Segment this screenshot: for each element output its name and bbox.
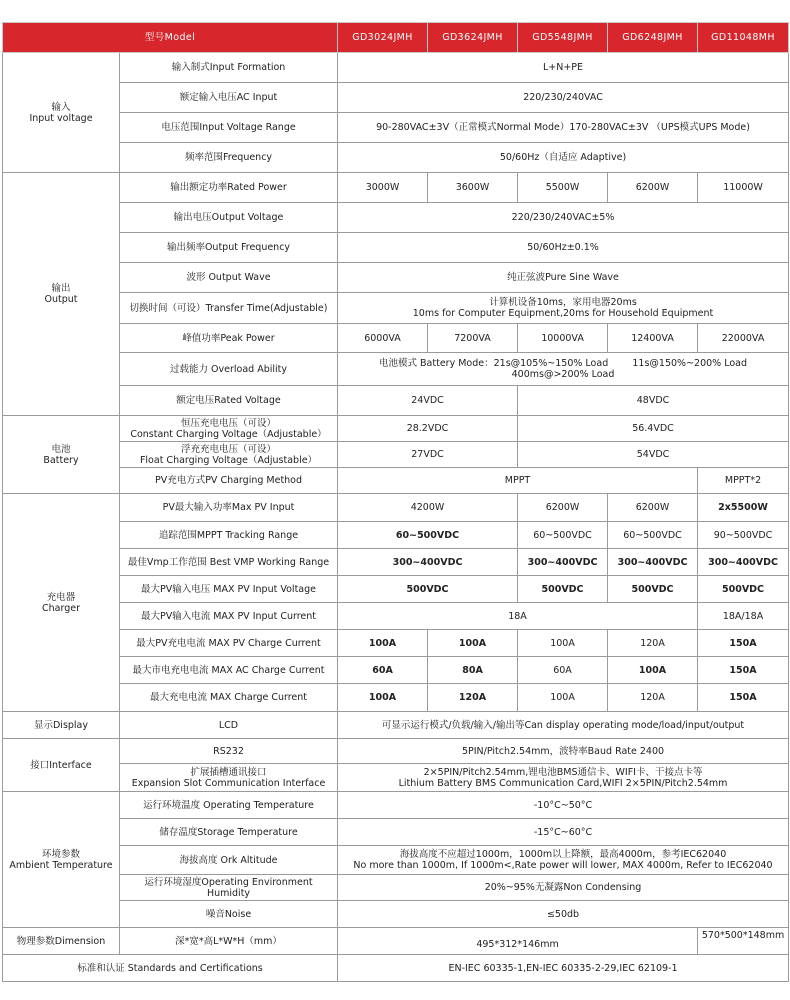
row-value: 4200W [338, 494, 518, 522]
table-row [3, 143, 789, 173]
row-label: 标准和认证 Standards and Certifications [3, 955, 338, 982]
group-display: 显示Display [3, 712, 120, 739]
row-value: EN-IEC 60335-1,EN-IEC 60335-2-29,IEC 62109-1 [338, 955, 789, 982]
row-value: 300~400VDC [608, 549, 698, 576]
table-row [3, 324, 789, 353]
row-label: 频率范围Frequency [120, 143, 338, 173]
table-row [3, 386, 789, 416]
row-value: 220/230/240VAC±5% [338, 203, 789, 233]
model-name: GD3024JMH [338, 23, 428, 53]
group-battery: 电池 Battery [3, 416, 120, 494]
row-value: 20%~95%无凝露Non Condensing [338, 875, 789, 901]
row-label: 运行环境湿度Operating Environment Humidity [120, 875, 338, 901]
row-value: 120A [608, 684, 698, 712]
row-label: 浮充充电电压（可设） Float Charging Voltage（Adjustable） [120, 442, 338, 468]
row-value: MPPT*2 [698, 468, 789, 494]
table-row [3, 792, 789, 819]
row-value: 120A [428, 684, 518, 712]
model-name: GD11048MH [698, 23, 789, 53]
row-value: 3000W [338, 173, 428, 203]
row-value: 6200W [608, 494, 698, 522]
table-row [3, 203, 789, 233]
row-value: MPPT [338, 468, 698, 494]
row-value: 计算机设备10ms，家用电器20ms 10ms for Computer Equipment,20ms for Household Equipment [338, 293, 789, 324]
row-value: 80A [428, 657, 518, 684]
row-value: 2×5PIN/Pitch2.54mm,锂电池BMS通信卡、WIFI卡、干接点卡等 Lithium Battery BMS Communication Card,WIFI 2×5PIN/Pitch2.54mm [338, 764, 789, 792]
row-label: PV最大输入功率Max PV Input [120, 494, 338, 522]
row-value: 500VDC [518, 576, 608, 603]
table-row [3, 764, 789, 792]
row-value: 100A [518, 684, 608, 712]
table-row [3, 846, 789, 875]
row-value: 500VDC [608, 576, 698, 603]
row-label: 最大充电电流 MAX Charge Current [120, 684, 338, 712]
table-row [3, 928, 789, 955]
row-value: 500VDC [698, 576, 789, 603]
table-row [3, 263, 789, 293]
row-value: 100A [608, 657, 698, 684]
row-label: 深*宽*高L*W*H（mm） [120, 928, 338, 955]
header-row [3, 23, 789, 53]
row-value: 120A [608, 630, 698, 657]
row-label: 峰值功率Peak Power [120, 324, 338, 353]
row-label: 追踪范围MPPT Tracking Range [120, 522, 338, 549]
row-value: 56.4VDC [518, 416, 789, 442]
row-value: 300~400VDC [338, 549, 518, 576]
row-value: 12400VA [608, 324, 698, 353]
table-row [3, 293, 789, 324]
table-row [3, 173, 789, 203]
row-value: ≤50db [338, 901, 789, 928]
row-value: 6000VA [338, 324, 428, 353]
row-value: 28.2VDC [338, 416, 518, 442]
row-value: 300~400VDC [518, 549, 608, 576]
row-value: 150A [698, 684, 789, 712]
table-row [3, 819, 789, 846]
table-row [3, 603, 789, 630]
table-row [3, 53, 789, 83]
row-value: 纯正弦波Pure Sine Wave [338, 263, 789, 293]
model-name: GD3624JMH [428, 23, 518, 53]
row-label: 海拔高度 Ork Altitude [120, 846, 338, 875]
spec-table [2, 22, 789, 982]
row-value: 60~500VDC [338, 522, 518, 549]
row-label: 额定输入电压AC Input [120, 83, 338, 113]
table-row [3, 712, 789, 739]
row-label: 过载能力 Overload Ability [120, 353, 338, 386]
row-value: 220/230/240VAC [338, 83, 789, 113]
table-row [3, 739, 789, 764]
table-row [3, 113, 789, 143]
row-value: 7200VA [428, 324, 518, 353]
row-value: -10°C~50°C [338, 792, 789, 819]
row-value: L+N+PE [338, 53, 789, 83]
row-value: 100A [518, 630, 608, 657]
group-output: 输出 Output [3, 173, 120, 416]
row-label: 输出频率Output Frequency [120, 233, 338, 263]
row-value: 570*500*148mm [698, 928, 789, 955]
row-label: 输入制式Input Formation [120, 53, 338, 83]
row-label: 额定电压Rated Voltage [120, 386, 338, 416]
row-value: 6200W [518, 494, 608, 522]
row-value: 60A [338, 657, 428, 684]
row-value: 100A [428, 630, 518, 657]
model-label: 型号Model [3, 23, 338, 53]
row-label: 恒压充电电压（可设） Constant Charging Voltage（Adjustable） [120, 416, 338, 442]
row-value: 495*312*146mm [338, 928, 698, 955]
table-row [3, 576, 789, 603]
table-row [3, 955, 789, 982]
row-value: 2x5500W [698, 494, 789, 522]
row-label: 最大PV充电电流 MAX PV Charge Current [120, 630, 338, 657]
row-value: 5500W [518, 173, 608, 203]
row-label: PV充电方式PV Charging Method [120, 468, 338, 494]
row-value: 22000VA [698, 324, 789, 353]
row-value: 60~500VDC [608, 522, 698, 549]
row-value: 24VDC [338, 386, 518, 416]
row-value: 18A [338, 603, 698, 630]
row-label: 最大PV输入电压 MAX PV Input Voltage [120, 576, 338, 603]
row-value: 50/60Hz（自适应 Adaptive) [338, 143, 789, 173]
table-row [3, 684, 789, 712]
row-value: 90~500VDC [698, 522, 789, 549]
row-value: -15°C~60°C [338, 819, 789, 846]
group-dimension: 物理参数Dimension [3, 928, 120, 955]
row-value: 5PIN/Pitch2.54mm，波特率Baud Rate 2400 [338, 739, 789, 764]
row-label: 扩展插槽通讯接口 Expansion Slot Communication Interface [120, 764, 338, 792]
row-label: 运行环境温度 Operating Temperature [120, 792, 338, 819]
table-row [3, 522, 789, 549]
row-value: 3600W [428, 173, 518, 203]
row-value: 海拔高度不应超过1000m，1000m以上降额，最高4000m，参考IEC62040 No more than 1000m, If 1000m<,Rate power will lower, MAX 4000m, Refer to IEC62040 [338, 846, 789, 875]
row-value: 60A [518, 657, 608, 684]
row-value: 6200W [608, 173, 698, 203]
table-row [3, 83, 789, 113]
model-name: GD6248JMH [608, 23, 698, 53]
row-value: 18A/18A [698, 603, 789, 630]
table-row [3, 494, 789, 522]
table-row [3, 442, 789, 468]
row-label: 波形 Output Wave [120, 263, 338, 293]
group-input: 输入 Input voltage [3, 53, 120, 173]
row-value: 60~500VDC [518, 522, 608, 549]
row-value: 电池模式 Battery Mode：21s@105%~150% Load 11s@150%~200% Load 400ms@>200% Load [338, 353, 789, 386]
row-value: 48VDC [518, 386, 789, 416]
row-label: 最大PV输入电流 MAX PV Input Current [120, 603, 338, 630]
group-charger: 充电器 Charger [3, 494, 120, 712]
row-label: 最大市电充电电流 MAX AC Charge Current [120, 657, 338, 684]
row-value: 150A [698, 657, 789, 684]
row-value: 90-280VAC±3V（正常模式Normal Mode）170-280VAC±3V （UPS模式UPS Mode) [338, 113, 789, 143]
group-ambient: 环境参数 Ambient Temperature [3, 792, 120, 928]
row-label: 切换时间（可设）Transfer Time(Adjustable) [120, 293, 338, 324]
row-value: 100A [338, 630, 428, 657]
row-label: 电压范围Input Voltage Range [120, 113, 338, 143]
row-label: 输出电压Output Voltage [120, 203, 338, 233]
table-row [3, 468, 789, 494]
row-value: 可显示运行模式/负载/输入/输出等Can display operating mode/load/input/output [338, 712, 789, 739]
group-interface: 接口Interface [3, 739, 120, 792]
row-value: 54VDC [518, 442, 789, 468]
table-row [3, 875, 789, 901]
row-value: 150A [698, 630, 789, 657]
table-row [3, 353, 789, 386]
row-value: 100A [338, 684, 428, 712]
row-value: 300~400VDC [698, 549, 789, 576]
table-row [3, 901, 789, 928]
row-value: 500VDC [338, 576, 518, 603]
row-label: 噪音Noise [120, 901, 338, 928]
row-value: 27VDC [338, 442, 518, 468]
row-value: 50/60Hz±0.1% [338, 233, 789, 263]
table-row [3, 233, 789, 263]
row-value: 11000W [698, 173, 789, 203]
row-label: 输出额定功率Rated Power [120, 173, 338, 203]
row-label: RS232 [120, 739, 338, 764]
row-label: LCD [120, 712, 338, 739]
table-row [3, 549, 789, 576]
model-name: GD5548JMH [518, 23, 608, 53]
row-label: 最佳Vmp工作范围 Best VMP Working Range [120, 549, 338, 576]
row-value: 10000VA [518, 324, 608, 353]
row-label: 储存温度Storage Temperature [120, 819, 338, 846]
table-row [3, 630, 789, 657]
table-row [3, 657, 789, 684]
table-row [3, 416, 789, 442]
